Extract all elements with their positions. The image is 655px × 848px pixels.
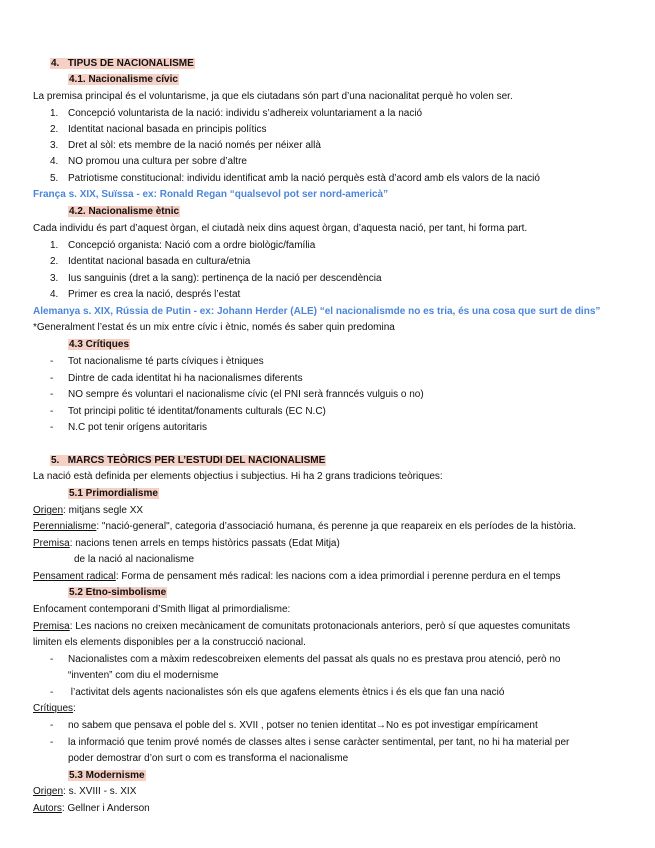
bullet-item: - Nacionalistes com a màxim redescobreixen elements del passat als quals no es prestava prou atenció, però no: [50, 654, 561, 665]
section-5-intro: La nació està definida per elements objectius i subjectius. Hi ha 2 grans tradicions teòriques:: [33, 471, 443, 482]
bullet-item: - no sabem que pensava el poble del s. XVII , potser no tenien identitat→No es pot investigar empíricament: [50, 720, 538, 731]
bullet-continuation: poder demostrar d’on surt o com es transforma el nacionalisme: [68, 753, 349, 764]
subsection-5-3-heading: 5.3 Modernisme: [69, 770, 145, 781]
subsection-4-3-heading: 4.3 Crítiques: [69, 339, 130, 350]
premisa-continuation: de la nació al nacionalisme: [74, 554, 195, 565]
list-item: 5. Patriotisme constitucional: individu identificat amb la nació perquès està d’acord amb els valors de la nació: [50, 173, 540, 184]
bullet-continuation: “inventen” com diu el modernisme: [68, 670, 219, 681]
premisa-continuation: limiten els elements disponibles per a la construcció nacional.: [33, 637, 306, 648]
section-4-heading: [50, 57, 195, 70]
list-item: 2. Identitat nacional basada en cultura/etnia: [50, 256, 251, 267]
bullet-item: - Tot nacionalisme té parts cíviques i ètniques: [50, 356, 264, 367]
list-item: 2. Identitat nacional basada en principis polítics: [50, 124, 267, 135]
section-number: 5.: [51, 455, 60, 466]
etnic-intro: Cada individu és part d’aquest òrgan, el ciutadà neix dins aquest òrgan, d’aquesta nació, per tant, hi forma part.: [33, 223, 528, 234]
pensament-radical-line: Pensament radical: Forma de pensament més radical: les nacions com a idea primordial i perenne perdura en el temps: [33, 571, 561, 582]
origen-line: Origen: mitjans segle XX: [33, 505, 144, 516]
bullet-item: - l’activitat dels agents nacionalistes són els que agafens elements ètnics i és els que fan una nació: [50, 687, 505, 698]
subsection-5-2-heading: 5.2 Etno-simbolisme: [69, 587, 167, 598]
section-5-heading: [50, 454, 326, 467]
subsection-4-2-heading: 4.2. Nacionalisme ètnic: [69, 206, 180, 217]
civic-intro: La premisa principal és el voluntarisme, ja que els ciutadans són part d’una nacionalitat perquè ho volen ser.: [33, 91, 513, 102]
subsection-4-1-heading: 4.1. Nacionalisme cívic: [69, 74, 178, 85]
bullet-item: - Dintre de cada identitat hi ha nacionalismes diferents: [50, 373, 303, 384]
list-item: 1. Concepció voluntarista de la nació: individu s’adhereix voluntariament a la nació: [50, 108, 423, 119]
bullet-item: - la informació que tenim prové només de classes altes i sense caràcter sentimental, per tant, no hi ha material per: [50, 737, 570, 748]
etnosimbolisme-intro: Enfocament contemporani d’Smith lligat al primordialisme:: [33, 604, 291, 615]
premisa-line: Premisa: nacions tenen arrels en temps històrics passats (Edat Mitja): [33, 538, 340, 549]
autors-line: Autors: Gellner i Anderson: [33, 803, 150, 814]
bullet-item: - N.C pot tenir orígens autoritaris: [50, 422, 207, 433]
list-item: 4. NO promou una cultura per sobre d’altre: [50, 156, 247, 167]
section-title: TIPUS DE NACIONALISME: [67, 58, 194, 69]
section-number: 4.: [51, 58, 60, 69]
section-title: MARCS TEÒRICS PER L’ESTUDI DEL NACIONALISME: [67, 455, 326, 466]
list-item: 3. Dret al sòl: ets membre de la nació només per néixer allà: [50, 140, 321, 151]
origen-line: Origen: s. XVIII - s. XIX: [33, 786, 137, 797]
list-item: 1. Concepció organista: Nació com a ordre biològic/família: [50, 240, 316, 251]
etnic-note: *Generalment l’estat és un mix entre cívic i ètnic, només és saber quin predomina: [33, 322, 395, 333]
civic-example: França s. XIX, Suïssa - ex: Ronald Regan “qualsevol pot ser nord-americà”: [33, 189, 389, 200]
perennialisme-line: Perennialisme: "nació-general", categoria d’associació humana, és perenne ja que reapareix en els períodes de la història.: [33, 521, 576, 532]
list-item: 4. Primer es crea la nació, després l’estat: [50, 289, 241, 300]
bullet-item: - Tot principi politic té identitat/fonaments culturals (EC N.C): [50, 406, 326, 417]
critiques-label-line: Crítiques:: [33, 703, 76, 714]
etnic-example: Alemanya s. XIX, Rússia de Putin - ex: Johann Herder (ALE) “el nacionalismde no es tria, és una cosa que surt de dins”: [33, 306, 601, 317]
premisa-line: Premisa: Les nacions no creixen mecànicament de comunitats protonacionals anteriors, però sí que aquestes comunitats: [33, 621, 570, 632]
list-item: 3. Ius sanguinis (dret a la sang): pertinença de la nació per descendència: [50, 273, 382, 284]
bullet-item: - NO sempre és voluntari el nacionalisme cívic (el PNI serà franncés vulguis o no): [50, 389, 424, 400]
subsection-5-1-heading: 5.1 Primordialisme: [69, 488, 158, 499]
